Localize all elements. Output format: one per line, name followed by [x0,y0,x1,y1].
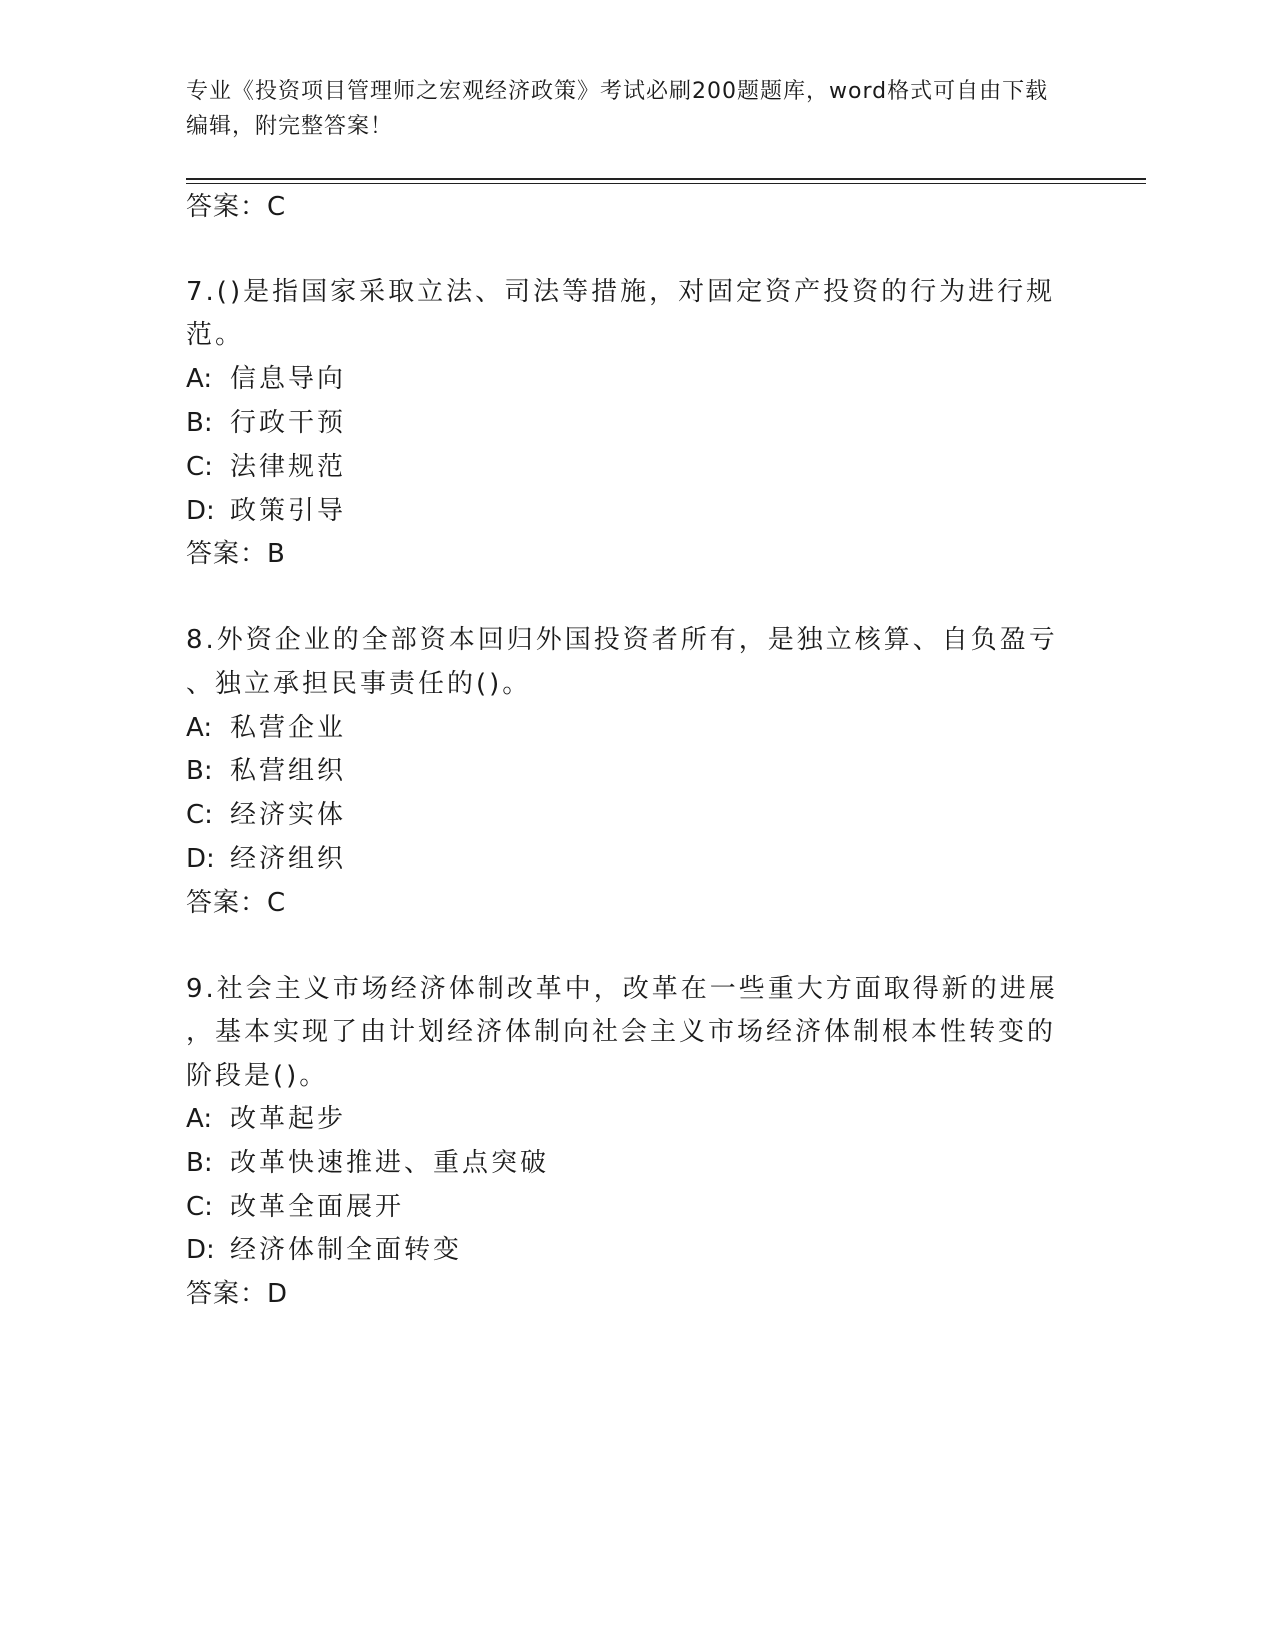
answer-label-previous: 答案：C [186,192,287,222]
option-text: 信息导向 [230,364,347,394]
option-letter: C: [186,452,213,482]
option-b [186,1146,549,1180]
option-text: 法律规范 [230,452,347,482]
option-a [186,711,346,745]
option-letter: B: [186,1148,213,1178]
option-d [186,842,346,876]
option-a [186,1102,346,1136]
answer-label: 答案：D [186,1279,289,1309]
option-d [186,494,346,528]
option-text: 政策引导 [230,496,347,526]
option-text: 经济实体 [230,800,347,830]
option-letter: A: [186,1104,213,1134]
option-text: 私营组织 [230,756,347,786]
option-text: 改革起步 [230,1104,347,1134]
question-text-line: 阶段是()。 [186,1061,329,1091]
option-c [186,798,346,832]
question-text-line: 9.社会主义市场经济体制改革中，改革在一些重大方面取得新的进展 [186,974,1058,1004]
option-b [186,406,346,440]
option-b [186,754,346,788]
option-letter: D: [186,844,215,874]
option-letter: D: [186,496,215,526]
answer-label: 答案：C [186,888,287,918]
question-text-line: 8.外资企业的全部资本回归外国投资者所有，是独立核算、自负盈亏 [186,625,1058,655]
header-divider-thick [186,178,1146,180]
option-letter: A: [186,713,213,743]
option-letter: B: [186,408,213,438]
option-letter: B: [186,756,213,786]
answer-label: 答案：B [186,539,286,569]
option-letter: C: [186,1192,213,1222]
option-text: 私营企业 [230,713,347,743]
option-text: 经济组织 [230,844,347,874]
question-text-line: 、独立承担民事责任的()。 [186,669,532,699]
question-text-line: ，基本实现了由计划经济体制向社会主义市场经济体制根本性转变的 [186,1017,1057,1047]
header-divider-thin [186,183,1146,184]
option-text: 改革全面展开 [230,1192,405,1222]
option-letter: D: [186,1235,215,1265]
option-text: 经济体制全面转变 [230,1235,463,1265]
question-text-line: 7.()是指国家采取立法、司法等措施，对固定资产投资的行为进行规 [186,277,1056,307]
option-c [186,1190,404,1224]
option-a [186,362,346,396]
option-letter: A: [186,364,213,394]
option-d [186,1233,462,1267]
option-letter: C: [186,800,213,830]
option-text: 行政干预 [230,408,347,438]
document-description: 专业《投资项目管理师之宏观经济政策》考试必刷200题题库，word格式可自由下载编辑，附完整答案！ [186,79,1049,139]
option-text: 改革快速推进、重点突破 [230,1148,550,1178]
option-c [186,450,346,484]
question-text-line: 范。 [186,320,245,350]
